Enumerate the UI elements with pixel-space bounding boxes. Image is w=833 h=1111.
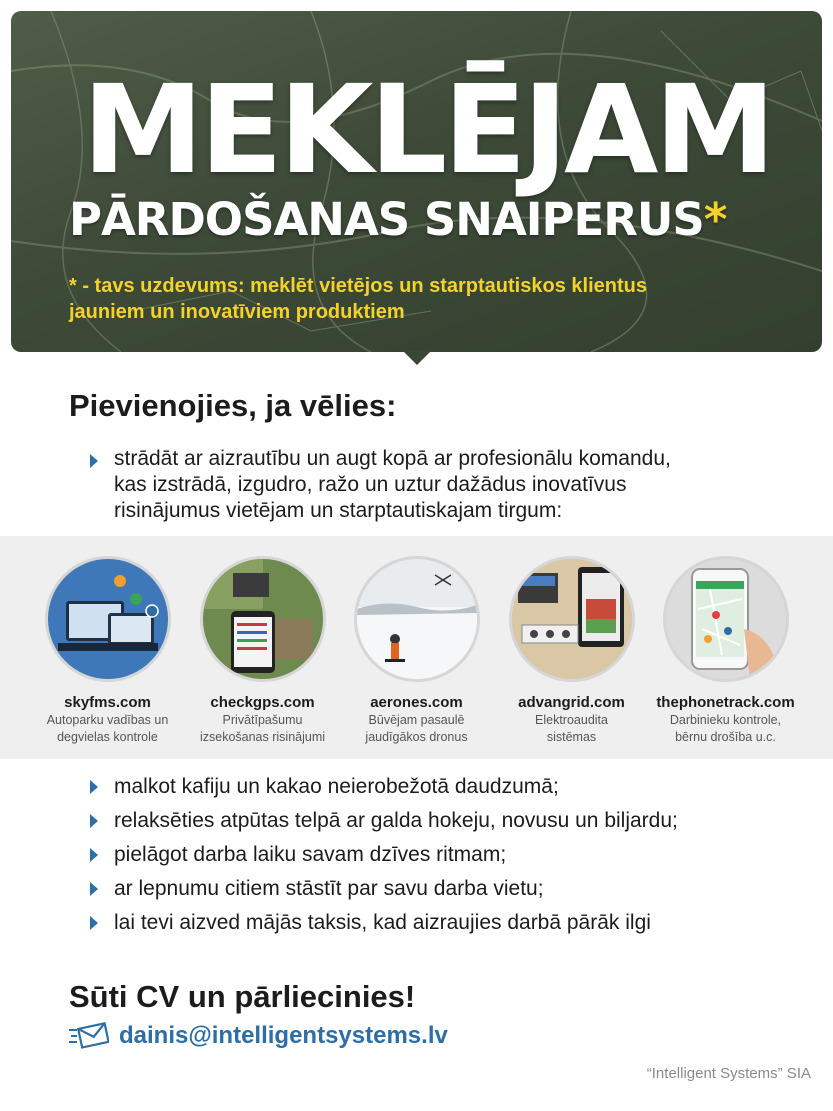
product-desc: bērnu drošība u.c.	[675, 730, 776, 744]
product-desc: Privātīpašumu	[222, 713, 303, 727]
bullet-arrow-icon	[90, 916, 98, 930]
email-link[interactable]: dainis@intelligentsystems.lv	[119, 1022, 448, 1049]
product-desc: Darbinieku kontrole,	[669, 713, 782, 727]
product-desc: degvielas kontrole	[57, 730, 158, 744]
perk-text: pielāgot darba laiku savam dzīves ritmam;	[114, 843, 507, 866]
product-desc: Elektroaudita	[535, 713, 608, 727]
intro-line: risinājumus vietējam un starptautiskajam tirgum:	[114, 499, 563, 522]
hero-subtitle	[69, 193, 726, 247]
perk-text: malkot kafiju un kakao neierobežotā daudzumā;	[114, 775, 559, 798]
product-strip	[0, 536, 833, 759]
mail-icon	[69, 1022, 109, 1050]
company-name: “Intelligent Systems” SIA	[646, 1065, 811, 1082]
product-desc: Būvējam pasaulē	[368, 713, 465, 727]
product-image	[663, 556, 789, 682]
product-image	[45, 556, 171, 682]
bullet-arrow-icon	[90, 454, 98, 468]
product-desc: jaudīgākos dronus	[365, 730, 468, 744]
perk-text: lai tevi aizved mājās taksis, kad aizraujies darbā pārāk ilgi	[114, 911, 651, 934]
hero-subtitle-text: PĀRDOŠANAS SNAIPERUS	[69, 193, 704, 246]
hero-pointer	[403, 351, 431, 365]
list-item	[90, 840, 678, 870]
product-advangrid[interactable]	[494, 556, 649, 746]
cta-heading: Sūti CV un pārliecinies!	[69, 979, 416, 1014]
product-image	[509, 556, 635, 682]
product-thephonetrack[interactable]	[648, 556, 803, 746]
hero-subtitle-star: *	[703, 193, 727, 246]
product-name: checkgps.com	[210, 694, 315, 711]
bullet-arrow-icon	[90, 780, 98, 794]
product-image	[354, 556, 480, 682]
list-item	[90, 772, 678, 802]
perks-list	[90, 772, 678, 942]
product-name: thephonetrack.com	[656, 694, 795, 711]
intro-text	[114, 446, 754, 524]
perk-text: ar lepnumu citiem stāstīt par savu darba vietu;	[114, 877, 544, 900]
bullet-arrow-icon	[90, 814, 98, 828]
product-name: aerones.com	[370, 694, 463, 711]
email-row[interactable]	[69, 1022, 448, 1050]
list-item	[90, 806, 678, 836]
intro-list	[90, 446, 754, 528]
product-desc: izsekošanas risinājumi	[199, 730, 326, 744]
hero-note	[69, 273, 789, 325]
hero-note-line: jauniem un inovatīviem produktiem	[69, 301, 405, 323]
join-heading: Pievienojies, ja vēlies:	[69, 388, 397, 423]
intro-line: strādāt ar aizrautību un augt kopā ar profesionālu komandu,	[114, 447, 671, 470]
product-name: advangrid.com	[518, 694, 625, 711]
product-aerones[interactable]	[339, 556, 494, 746]
list-item	[90, 908, 678, 938]
hero-title: MEKLĒJAM	[82, 59, 772, 201]
hero-note-line: * - tavs uzdevums: meklēt vietējos un starptautiskos klientus	[69, 275, 647, 297]
perk-text: relaksēties atpūtas telpā ar galda hokeju, novusu un biljardu;	[114, 809, 678, 832]
bullet-arrow-icon	[90, 882, 98, 896]
list-item	[90, 446, 754, 524]
intro-line: kas izstrādā, izgudro, ražo un uztur dažādus inovatīvus	[114, 473, 627, 496]
hero-banner	[11, 11, 822, 352]
product-desc: sistēmas	[546, 730, 597, 744]
product-checkgps[interactable]	[185, 556, 340, 746]
list-item	[90, 874, 678, 904]
product-image	[200, 556, 326, 682]
bullet-arrow-icon	[90, 848, 98, 862]
product-desc: Autoparku vadības un	[46, 713, 169, 727]
product-skyfms[interactable]	[30, 556, 185, 746]
product-name: skyfms.com	[64, 694, 151, 711]
